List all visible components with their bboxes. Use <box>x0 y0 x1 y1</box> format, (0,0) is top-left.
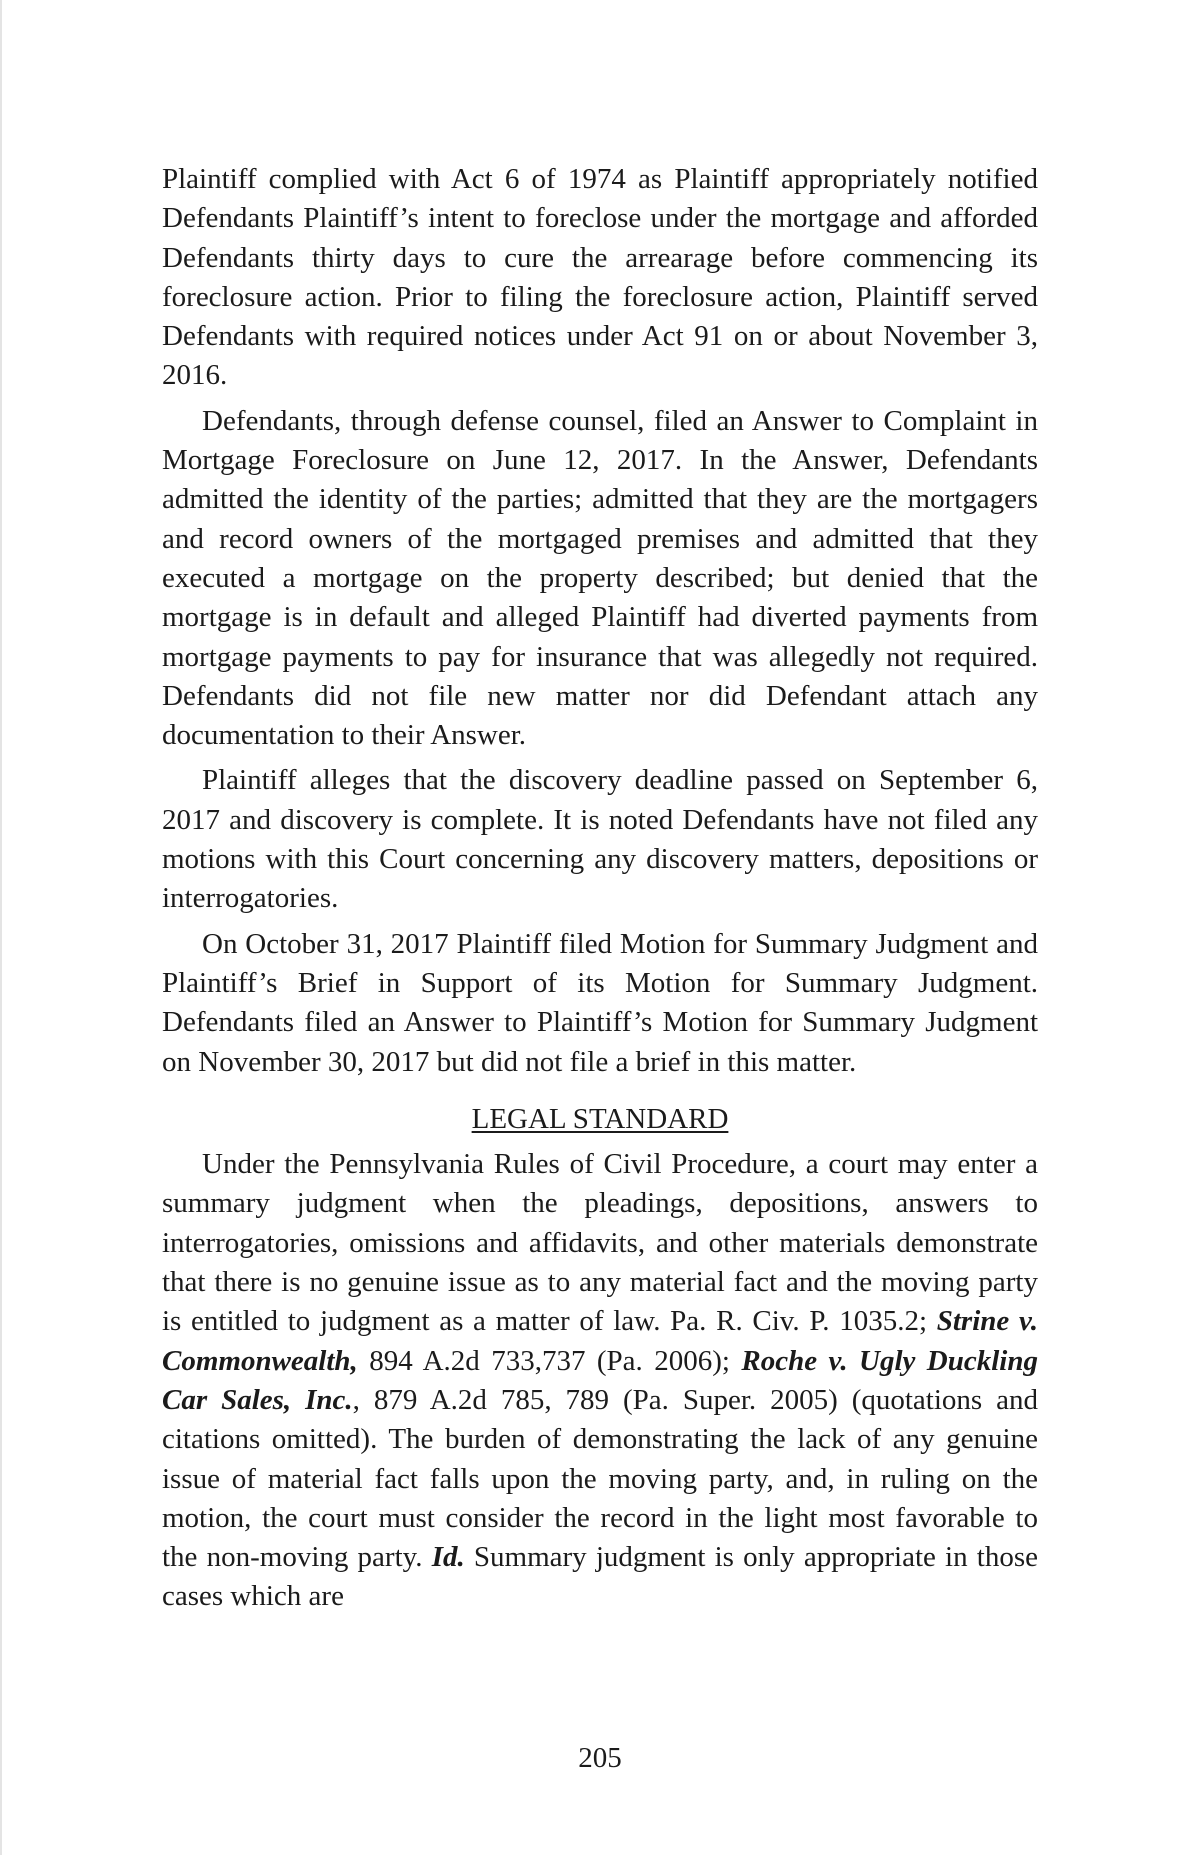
paragraph-motion: On October 31, 2017 Plaintiff filed Motion for Summary Judgment and Plaintiff’s Brief in Support of its Motion for Summary Judgment. Defendants filed an Answer to Plaintiff’s Motion for Summary Judgment on November 30, 2017 but did not file a brief in this matter. <box>162 927 1038 1078</box>
paragraph-legal-standard <box>162 1145 1038 1617</box>
legal-standard-text-2: 894 A.2d 733,737 (Pa. 2006); <box>357 1344 742 1377</box>
page-number: 205 <box>578 1742 622 1774</box>
legal-standard-text-1: Under the Pennsylvania Rules of Civil Procedure, a court may enter a summary judgment when the pleadings, depositions, answers to interrogatories, omissions and affidavits, and other materials demonstrate that there is no genuine issue as to any material fact and the moving party is entitled to judgment as a matter of law. Pa. R. Civ. P. 1035.2; <box>162 1148 1038 1338</box>
legal-standard-text-3: , 879 A.2d 785, 789 (Pa. Super. 2005) (quotations and citations omitted). The burden of demonstrating the lack of any genuine issue of material fact falls upon the moving party, and, in ruling on the motion, the court must consider the record in the light most favorable to the non-moving party. <box>162 1383 1038 1574</box>
page-edge <box>0 0 2 1855</box>
paragraph-act-notices: Plaintiff complied with Act 6 of 1974 as Plaintiff appropriately notified Defendants Plaintiff’s intent to foreclose under the mortgage and afforded Defendants thirty days to cure the arrearage before commencing its foreclosure action. Prior to filing the foreclosure action, Plaintiff served Defendants with required notices under Act 91 on or about November 3, 2016. <box>162 163 1038 392</box>
paragraph-discovery: Plaintiff alleges that the discovery deadline passed on September 6, 2017 and discovery is complete. It is noted Defendants have not filed any motions with this Court concerning any discovery matters, depositions or interrogatories. <box>162 764 1038 915</box>
case-citation-strine: Strine v. Commonwealth, <box>162 1305 1038 1377</box>
paragraph-answer: Defendants, through defense counsel, filed an Answer to Complaint in Mortgage Foreclosure on June 12, 2017. In the Answer, Defendants admitted the identity of the parties; admitted that they are the mortgagers and record owners of the mortgaged premises and admitted that they executed a mortgage on the property described; but denied that the mortgage is in default and alleged Plaintiff had diverted payments from mortgage payments to pay for insurance that was allegedly not required. Defendants did not file new matter nor did Defendant attach any documentation to their Answer. <box>162 404 1038 752</box>
legal-standard-text-4: Summary judgment is only appropriate in those cases which are <box>162 1541 1038 1613</box>
section-heading-legal-standard: LEGAL STANDARD <box>471 1102 729 1135</box>
case-citation-id: Id. <box>431 1541 465 1574</box>
body-text <box>162 160 1038 1623</box>
case-citation-roche: Roche v. Ugly Duckling Car Sales, Inc. <box>162 1344 1038 1416</box>
